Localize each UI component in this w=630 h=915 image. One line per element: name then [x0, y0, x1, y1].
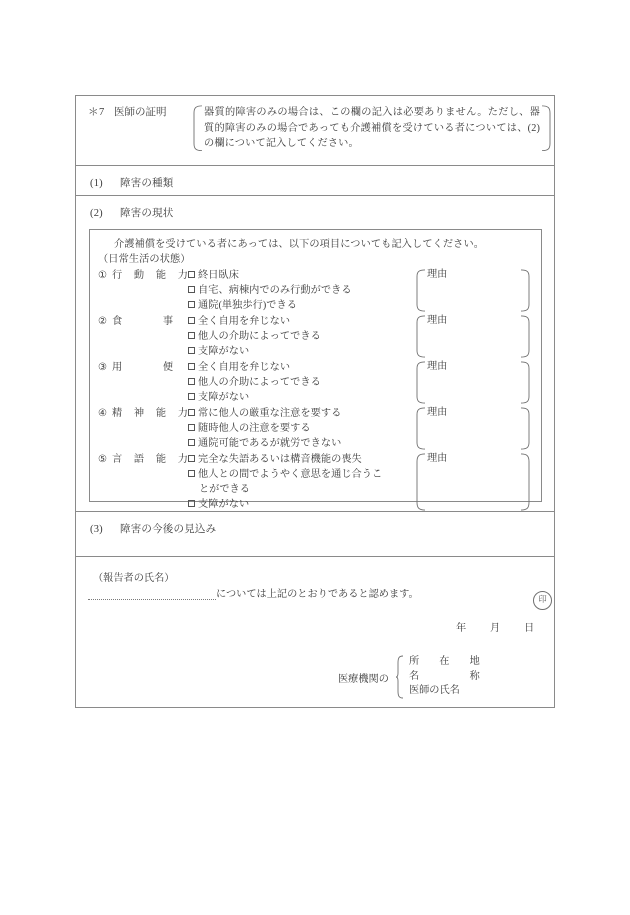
- checkbox-icon[interactable]: [188, 378, 195, 385]
- checkbox-label: 他人の介助によってできる: [198, 377, 321, 388]
- checkbox-icon[interactable]: [188, 439, 195, 446]
- ability-5-label: 言 語 能 力: [112, 454, 193, 465]
- checkbox-icon[interactable]: [188, 363, 195, 370]
- checkbox-label: 通院(単独歩行)できる: [198, 300, 298, 311]
- checkbox-icon[interactable]: [188, 332, 195, 339]
- reason-label: 理由: [427, 453, 448, 464]
- ability-item-4: [98, 406, 533, 451]
- checkbox-label: 常に他人の厳重な注意を要する: [198, 408, 342, 419]
- ability-2-reason-field[interactable]: [415, 314, 533, 359]
- brace-left-icon: [415, 361, 426, 404]
- checkbox-label: 随時他人の注意を要する: [198, 423, 311, 434]
- facility-name-label: 名 称: [408, 670, 485, 682]
- section-future-number: (3): [90, 524, 103, 535]
- ability-1-reason-field[interactable]: [415, 268, 533, 313]
- brace-left-icon: [192, 105, 203, 152]
- checkbox-label: 通院可能であるが就労できない: [198, 438, 342, 449]
- signature-block: [76, 557, 554, 709]
- reporter-name-input[interactable]: [88, 588, 216, 600]
- ability-3-label: 用 便: [112, 362, 174, 373]
- brace-right-icon: [520, 453, 531, 511]
- certification-title: 医師の証明: [114, 107, 167, 118]
- certification-mark: ＊7: [88, 107, 105, 118]
- checkbox-label: 支障がない: [198, 346, 250, 357]
- checkbox-icon[interactable]: [188, 286, 195, 293]
- checkbox-icon[interactable]: [188, 317, 195, 324]
- ability-3-number: ③: [98, 362, 108, 373]
- daily-life-sub-text: （日常生活の状態）: [98, 254, 191, 265]
- ability-4-reason-field[interactable]: [415, 406, 533, 451]
- medical-certification-form: [75, 95, 555, 708]
- brace-right-icon: [520, 269, 531, 312]
- ability-2-number: ②: [98, 316, 108, 327]
- brace-left-icon: [395, 655, 404, 699]
- ability-1-label: 行 動 能 力: [112, 270, 193, 281]
- reporter-statement-text: については上記のとおりであると認めます。: [216, 589, 419, 600]
- brace-left-icon: [415, 453, 426, 511]
- certification-header-row: [76, 96, 554, 166]
- checkbox-icon[interactable]: [188, 271, 195, 278]
- brace-right-icon: [520, 361, 531, 404]
- checkbox-label: 全く自用を弁じない: [198, 362, 291, 373]
- checkbox-label: 他人との間でようやく意思を通じ合うこ: [198, 469, 383, 480]
- checkbox-label: 支障がない: [198, 392, 250, 403]
- checkbox-label-continuation: とができる: [199, 484, 250, 495]
- checkbox-icon[interactable]: [188, 455, 195, 462]
- checkbox-label: 自宅、病棟内でのみ行動ができる: [198, 285, 352, 296]
- ability-5-reason-field[interactable]: [415, 452, 533, 512]
- checkbox-icon[interactable]: [188, 393, 195, 400]
- section-kind-heading: [76, 166, 554, 190]
- reporter-name-label: （報告者の氏名）: [93, 573, 175, 584]
- facility-block: [338, 655, 485, 699]
- section-kind-title: 障害の種類: [120, 178, 174, 189]
- checkbox-label: 全く自用を弁じない: [198, 316, 291, 327]
- date-day-label: 日: [524, 623, 535, 634]
- checkbox-icon[interactable]: [188, 409, 195, 416]
- ability-item-1: [98, 268, 533, 313]
- facility-doctor-name-label: 医師の氏名: [408, 685, 460, 697]
- date-year-label: 年: [456, 623, 467, 634]
- ability-item-2: [98, 314, 533, 359]
- date-line: [76, 619, 540, 634]
- date-month-label: 月: [490, 623, 501, 634]
- daily-life-condition-box: [89, 229, 542, 510]
- section-kind-number: (1): [90, 178, 103, 189]
- ability-4-label: 精 神 能 力: [112, 408, 193, 419]
- section-state-title: 障害の現状: [120, 208, 174, 219]
- reason-label: 理由: [427, 361, 448, 372]
- reason-label: 理由: [427, 315, 448, 326]
- checkbox-icon[interactable]: [188, 301, 195, 308]
- checkbox-label: 終日臥床: [198, 270, 239, 281]
- checkbox-icon[interactable]: [188, 500, 195, 507]
- brace-right-icon: [520, 407, 531, 450]
- section-future-row: [76, 512, 554, 557]
- certification-note: 器質的障害のみの場合は、この欄の記入は必要ありません。ただし、器質的障害のみの場合であっても介護補償を受けている者については、(2)の欄について記入してください。: [204, 107, 540, 149]
- ability-1-number: ①: [98, 270, 108, 281]
- checkbox-label: 支障がない: [198, 499, 250, 510]
- section-state-number: (2): [90, 208, 103, 219]
- checkbox-icon[interactable]: [188, 470, 195, 477]
- ability-item-3: [98, 360, 533, 405]
- reason-label: 理由: [427, 407, 448, 418]
- reason-label: 理由: [427, 269, 448, 280]
- brace-left-icon: [415, 269, 426, 312]
- ability-2-label: 食 事: [112, 316, 174, 327]
- ability-4-number: ④: [98, 408, 108, 419]
- section-state-row: [76, 196, 554, 512]
- brace-right-icon: [520, 315, 531, 358]
- checkbox-icon[interactable]: [188, 424, 195, 431]
- ability-3-reason-field[interactable]: [415, 360, 533, 405]
- certification-note-wrap: [192, 105, 554, 152]
- facility-address-label: 所 在 地: [408, 656, 485, 668]
- seal-icon: 印: [533, 591, 552, 610]
- brace-right-icon: [541, 105, 552, 152]
- section-kind-row: [76, 166, 554, 196]
- ability-item-5: [98, 452, 533, 512]
- checkbox-icon[interactable]: [188, 347, 195, 354]
- daily-life-lead-text: 介護補償を受けている者にあっては、以下の項目についても記入してください。: [114, 239, 485, 250]
- facility-label: 医療機関の: [338, 673, 389, 685]
- section-future-title: 障害の今後の見込み: [120, 524, 217, 535]
- brace-left-icon: [415, 315, 426, 358]
- reporter-statement-row: [88, 585, 542, 600]
- checkbox-label: 他人の介助によってできる: [198, 331, 321, 342]
- facility-items: [409, 655, 485, 699]
- checkbox-label: 完全な失語あるいは構音機能の喪失: [198, 454, 362, 465]
- section-future-heading: [76, 512, 554, 536]
- ability-5-number: ⑤: [98, 454, 108, 465]
- section-state-heading: [76, 196, 554, 220]
- brace-left-icon: [415, 407, 426, 450]
